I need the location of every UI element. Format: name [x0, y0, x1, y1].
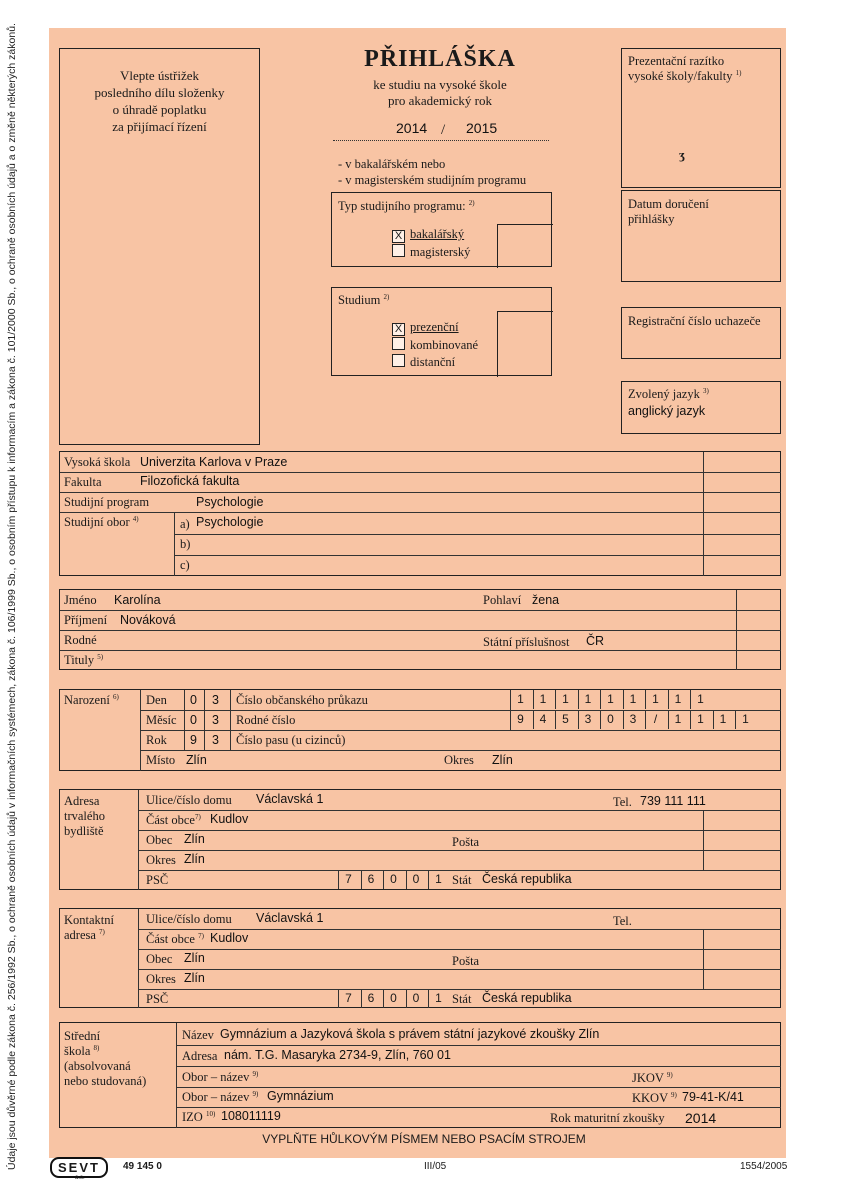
legal-side-note: Údaje jsou důvěrné podle zákona č. 256/1992 Sb., o ochraně osobních údajů v informačních systémech, zákona č. 106/1999 Sb., o osobním přístupu k informacím a zákona č. 101/2000 Sb., o ochraně osobních údajů a o změně některých zákonů. [6, 23, 18, 1170]
kkov-value[interactable]: 79-41-K/41 [682, 1090, 744, 1104]
contact-address-section [59, 908, 781, 1008]
contact-zip-digit[interactable]: 0 [383, 989, 403, 1008]
passport-label: Číslo pasu (u cizinců) [236, 733, 346, 747]
contact-address-label-1: Kontaktní [64, 913, 114, 927]
university-section [59, 451, 781, 576]
study-field-note: 4) [132, 515, 139, 523]
graduation-year-value[interactable]: 2014 [685, 1110, 717, 1126]
contact-city-value[interactable]: Zlín [184, 951, 205, 965]
program-option-1: - v bakalářském nebo [338, 157, 446, 171]
birthplace-label: Místo [146, 753, 176, 767]
birth-number-digit[interactable]: 1 [713, 710, 733, 729]
delivery-date-box [621, 190, 781, 282]
combined-label: kombinované [410, 338, 479, 352]
surname-label: Příjmení [64, 613, 108, 627]
citizenship-label: Státní příslušnost [483, 635, 570, 649]
permanent-address-label-3: bydliště [64, 824, 104, 838]
county-label: Okres [146, 853, 176, 867]
year-slash: / [441, 122, 446, 138]
year-from[interactable]: 2014 [396, 120, 428, 136]
jkov-label: JKOV [632, 1071, 664, 1086]
street-label: Ulice/číslo domu [146, 793, 232, 807]
birth-number-digit[interactable]: 5 [555, 710, 575, 729]
language-value[interactable]: anglický jazyk [628, 404, 706, 418]
field-c-label: c) [180, 558, 190, 572]
zip-digit[interactable]: 0 [383, 870, 403, 889]
high-school-label-2: škola [64, 1044, 91, 1059]
fee-stamp-box [59, 48, 260, 445]
language-label: Zvolený jazyk [628, 387, 700, 402]
id-card-digit[interactable]: 1 [690, 690, 710, 709]
district-part-value[interactable]: Kudlov [210, 812, 249, 826]
month-digit-2[interactable]: 3 [212, 713, 219, 727]
month-digit-1[interactable]: 0 [190, 713, 197, 727]
post-office-label: Pošta [452, 835, 480, 849]
study-form-label: Studium [338, 293, 381, 308]
birth-district-label: Okres [444, 753, 474, 767]
permanent-address-label-2: trvalého [64, 809, 105, 823]
fill-instruction: VYPLŇTE HŮLKOVÝM PÍSMEM NEBO PSACÍM STROJEM [262, 1132, 586, 1146]
school-address-value[interactable]: nám. T.G. Masaryka 2734-9, Zlín, 760 01 [224, 1048, 451, 1062]
master-checkbox[interactable] [392, 244, 405, 257]
day-label: Den [146, 693, 167, 707]
birth-number-digit[interactable]: 9 [510, 710, 530, 729]
fulltime-label: prezenční [410, 320, 459, 334]
citizenship-value[interactable]: ČR [586, 634, 605, 648]
field-a-value[interactable]: Psychologie [196, 515, 264, 529]
izo-note: 10) [205, 1110, 216, 1118]
university-label: Vysoká škola [64, 455, 131, 469]
graduation-year-label: Rok maturitní zkoušky [550, 1111, 665, 1125]
master-label: magisterský [410, 245, 471, 259]
contact-country-value[interactable]: Česká republika [482, 991, 572, 1005]
stamp-line-2: posledního dílu složenky [94, 85, 225, 100]
id-card-label: Číslo občanského průkazu [236, 693, 368, 707]
phone-value[interactable]: 739 111 111 [640, 794, 706, 808]
kkov-note: 9) [671, 1091, 677, 1099]
contact-street-label: Ulice/číslo domu [146, 912, 232, 926]
study-program-label: Studijní program [64, 495, 150, 509]
id-card-digit[interactable]: 1 [645, 690, 665, 709]
field-name-2-value[interactable]: Gymnázium [267, 1089, 334, 1103]
high-school-label-4: nebo studovaná) [64, 1074, 147, 1088]
high-school-label-3: (absolvovaná [64, 1059, 131, 1073]
university-stamp-box [621, 48, 781, 188]
sevt-logo-sub: a.s. [75, 1175, 85, 1181]
school-name-value[interactable]: Gymnázium a Jazyková škola s právem státní jazykové zkoušky Zlín [220, 1027, 600, 1041]
kkov-label: KKOV [632, 1091, 668, 1106]
university-value[interactable]: Univerzita Karlova v Praze [140, 455, 288, 469]
form-title: PŘIHLÁŠKA [364, 46, 516, 72]
form-version: III/05 [424, 1161, 447, 1172]
year-digit-1[interactable]: 9 [190, 733, 197, 747]
birth-number-digit[interactable]: 1 [668, 710, 688, 729]
birth-section [59, 689, 781, 771]
form-code: 49 145 0 [123, 1161, 162, 1172]
field-name-1-note: 9) [252, 1070, 259, 1078]
birth-number-digit[interactable]: / [645, 710, 665, 729]
program-type-label: Typ studijního programu: [338, 199, 466, 214]
fulltime-checkbox[interactable]: X [392, 323, 405, 336]
registration-number-label: Registrační číslo uchazeče [628, 314, 761, 328]
zip-label: PSČ [146, 873, 169, 887]
day-digit-2[interactable]: 3 [212, 693, 219, 707]
phone-label: Tel. [613, 795, 632, 809]
izo-label: IZO [182, 1110, 203, 1125]
surname-value[interactable]: Nováková [120, 613, 176, 627]
contact-district-part-label: Část obce [146, 932, 195, 947]
permanent-address-label-1: Adresa [64, 794, 100, 808]
high-school-note: 8) [93, 1044, 100, 1052]
high-school-section [59, 1022, 781, 1128]
birthplace-value[interactable]: Zlín [186, 753, 207, 767]
study-form-box [331, 287, 552, 376]
stamp-line-4: za přijímací řízení [112, 119, 207, 134]
stamp-line-3: o úhradě poplatku [112, 102, 207, 117]
sevt-logo-text: SEVT [58, 1160, 100, 1175]
country-label: Stát [452, 873, 472, 887]
delivery-date-label-2: přihlášky [628, 212, 675, 226]
zip-digit[interactable]: 0 [406, 870, 426, 889]
country-value[interactable]: Česká republika [482, 872, 572, 886]
titles-note: 5) [97, 653, 104, 661]
street-value[interactable]: Václavská 1 [256, 792, 324, 806]
form-subtitle-1: ke studiu na vysoké škole [373, 77, 507, 92]
program-option-2: - v magisterském studijním programu [338, 173, 527, 187]
gender-value[interactable]: žena [532, 593, 560, 607]
contact-county-value[interactable]: Zlín [184, 971, 205, 985]
birth-number-digit[interactable]: 4 [533, 710, 553, 729]
contact-city-label: Obec [146, 952, 173, 966]
field-b-label: b) [180, 537, 191, 551]
birth-label: Narození [64, 693, 110, 708]
contact-country-label: Stát [452, 992, 472, 1006]
id-card-digit[interactable]: 1 [668, 690, 688, 709]
year-digit-2[interactable]: 3 [212, 733, 219, 747]
first-name-label: Jméno [64, 593, 97, 607]
county-value[interactable]: Zlín [184, 852, 205, 866]
birth-number-digit[interactable]: 3 [623, 710, 643, 729]
contact-address-label-2: adresa [64, 928, 96, 943]
zip-digit[interactable]: 7 [338, 870, 358, 889]
id-card-digit[interactable]: 1 [533, 690, 553, 709]
field-name-1-label: Obor – název [182, 1070, 250, 1085]
contact-post-office-label: Pošta [452, 954, 480, 968]
birth-number-digit[interactable]: 1 [690, 710, 710, 729]
year-to[interactable]: 2015 [466, 120, 498, 136]
language-box [621, 381, 781, 434]
year-label: Rok [146, 733, 167, 747]
id-card-digit[interactable]: 1 [578, 690, 598, 709]
stamp-mark: ʒ [679, 147, 685, 162]
study-form-note: 2) [383, 293, 390, 301]
high-school-label-1: Střední [64, 1029, 101, 1043]
registration-number-box [621, 307, 781, 359]
bachelor-checkbox[interactable]: X [392, 230, 405, 243]
day-digit-1[interactable]: 0 [190, 693, 197, 707]
university-stamp-label-1: Prezentační razítko [628, 54, 725, 68]
study-field-label: Studijní obor [64, 515, 130, 530]
school-name-label: Název [182, 1028, 214, 1042]
jkov-note: 9) [666, 1071, 673, 1079]
field-name-2-note: 9) [252, 1090, 259, 1098]
delivery-date-label-1: Datum doručení [628, 197, 709, 211]
zip-digit[interactable]: 1 [428, 870, 448, 889]
first-name-value[interactable]: Karolína [114, 593, 161, 607]
contact-zip-digit[interactable]: 1 [428, 989, 448, 1008]
contact-county-label: Okres [146, 972, 176, 986]
birth-number-label: Rodné číslo [236, 713, 296, 727]
field-a-label: a) [180, 517, 190, 531]
birth-number-digit[interactable]: 1 [735, 710, 755, 729]
gender-label: Pohlaví [483, 593, 522, 607]
zip-digit[interactable]: 6 [361, 870, 381, 889]
month-label: Měsíc [146, 713, 177, 727]
program-type-box [331, 192, 552, 267]
contact-phone-label: Tel. [613, 914, 632, 928]
university-stamp-label-2: vysoké školy/fakulty [628, 69, 733, 84]
titles-label: Tituly [64, 653, 95, 668]
contact-zip-digit[interactable]: 0 [406, 989, 426, 1008]
distance-label: distanční [410, 355, 456, 369]
city-label: Obec [146, 833, 173, 847]
program-type-note: 2) [468, 199, 475, 207]
distance-checkbox[interactable] [392, 354, 405, 367]
person-section [59, 589, 781, 670]
birth-name-label: Rodné [64, 633, 97, 647]
birth-number-digit[interactable]: 0 [600, 710, 620, 729]
contact-street-value[interactable]: Václavská 1 [256, 911, 324, 925]
university-stamp-note: 1) [735, 69, 742, 77]
id-card-digit[interactable]: 1 [600, 690, 620, 709]
district-part-note: 7) [194, 813, 201, 821]
form-number: 1554/2005 [740, 1161, 788, 1172]
form-subtitle-2: pro akademický rok [388, 93, 492, 108]
contact-zip-digit[interactable]: 6 [361, 989, 381, 1008]
stamp-line-1: Vlepte ústřižek [119, 68, 200, 83]
faculty-value[interactable]: Filozofická fakulta [140, 474, 240, 488]
contact-zip-digit[interactable]: 7 [338, 989, 358, 1008]
izo-value[interactable]: 108011119 [221, 1109, 281, 1123]
school-address-label: Adresa [182, 1049, 218, 1063]
contact-district-part-note: 7) [198, 932, 204, 940]
permanent-address-section [59, 789, 781, 890]
id-card-digit[interactable]: 1 [510, 690, 530, 709]
birth-number-digit[interactable]: 3 [578, 710, 598, 729]
field-name-2-label: Obor – název [182, 1090, 250, 1105]
faculty-label: Fakulta [64, 475, 102, 489]
contact-district-part-value[interactable]: Kudlov [210, 931, 249, 945]
contact-address-note: 7) [99, 928, 105, 936]
district-part-label: Část obce [146, 813, 195, 828]
id-card-digit[interactable]: 1 [555, 690, 575, 709]
birth-note: 6) [112, 693, 119, 701]
id-card-digit[interactable]: 1 [623, 690, 643, 709]
study-program-value[interactable]: Psychologie [196, 495, 264, 509]
combined-checkbox[interactable] [392, 337, 405, 350]
language-note: 3) [702, 387, 709, 395]
birth-district-value[interactable]: Zlín [492, 753, 513, 767]
city-value[interactable]: Zlín [184, 832, 205, 846]
bachelor-label: bakalářský [410, 227, 465, 241]
contact-zip-label: PSČ [146, 992, 169, 1006]
